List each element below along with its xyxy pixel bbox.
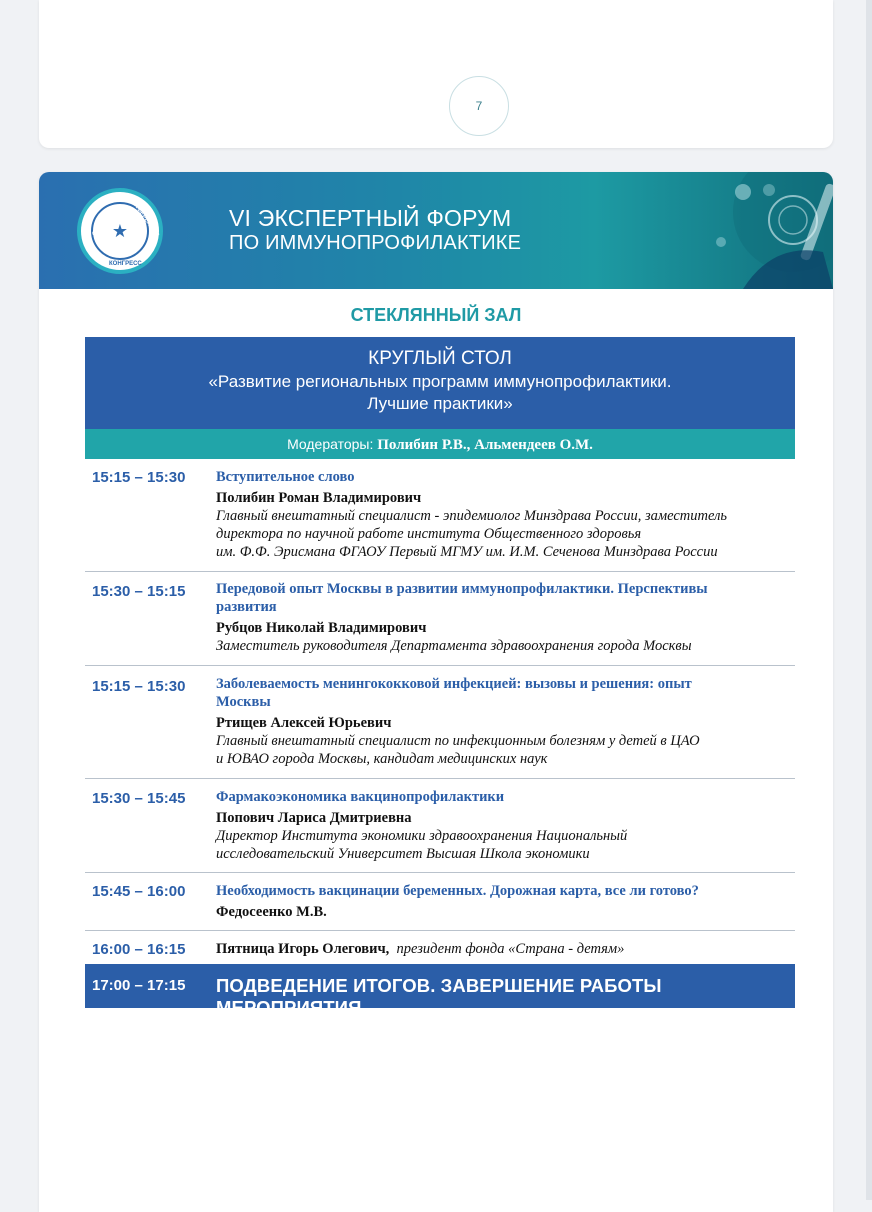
session-item	[85, 940, 795, 960]
session-speaker-line	[216, 940, 786, 958]
session-item	[85, 468, 795, 572]
speaker-description: президент фонда «Страна - детям»	[396, 941, 625, 957]
banner-decoration	[593, 172, 833, 289]
closing-session	[85, 964, 795, 1018]
viewer-edge	[866, 0, 872, 1200]
hall-name: СТЕКЛЯННЫЙ ЗАЛ	[350, 305, 522, 325]
session-topic: Вступительное слово	[216, 469, 355, 485]
session-item	[85, 580, 795, 666]
session-topic: Москвы	[216, 694, 271, 710]
closing-label: ПОДВЕДЕНИЕ ИТОГОВ. ЗАВЕРШЕНИЕ РАБОТЫ МЕРОПРИЯТИЯ	[216, 975, 662, 1018]
session-topic: развития	[216, 599, 277, 615]
page-number: 7	[449, 76, 509, 136]
forum-logo	[77, 188, 163, 274]
session-item	[85, 675, 795, 779]
session-speaker: Ртищев Алексей Юрьевич	[216, 715, 392, 731]
session-item	[85, 788, 795, 873]
round-table-title: КРУГЛЫЙ СТОЛ	[368, 348, 512, 369]
forum-title	[229, 206, 521, 256]
session-time: 16:00 – 16:15	[92, 941, 186, 958]
logo-word-forum: ФОРУМ	[91, 213, 105, 237]
moderators-bar	[85, 429, 795, 459]
speaker-description: директора по научной работе института Общественного здоровья	[216, 526, 642, 542]
session-topic: Необходимость вакцинации беременных. Дорожная карта, все ли готово?	[216, 883, 699, 899]
forum-title-line1: VI ЭКСПЕРТНЫЙ ФОРУМ	[229, 205, 512, 231]
session-time: 15:15 – 15:30	[92, 469, 186, 486]
closing-time: 17:00 – 17:15	[92, 977, 186, 994]
moderators-label: Модераторы:	[287, 436, 374, 452]
session-time: 15:15 – 15:30	[92, 678, 186, 695]
moderators-names: Полибин Р.В., Альмендеев О.М.	[377, 437, 593, 453]
logo-word-conference: КОНФЕРЕНЦИЯ	[127, 195, 160, 239]
speaker-description: Директор Института экономики здравоохранения Национальный	[216, 828, 628, 844]
session-time: 15:30 – 15:15	[92, 583, 186, 600]
session-topic: Фармакоэкономика вакцинопрофилактики	[216, 789, 505, 805]
session-speaker: Пятница Игорь Олегович	[216, 941, 386, 957]
speaker-description: исследовательский Университет Высшая Школа экономики	[216, 846, 590, 862]
session-speaker: Федосеенко М.В.	[216, 904, 327, 920]
speaker-separator: ,	[385, 941, 390, 957]
session-time: 15:30 – 15:45	[92, 790, 186, 807]
session-topic: Заболеваемость менингококковой инфекцией: вызовы и решения: опыт	[216, 676, 692, 692]
logo-word-congress: КОНГРЕСС	[109, 261, 142, 267]
session-topic: Передовой опыт Москвы в развитии иммунопрофилактики. Перспективы	[216, 581, 708, 597]
people-star-icon: ★	[91, 202, 149, 260]
session-speaker: Рубцов Николай Владимирович	[216, 620, 427, 636]
program-page	[39, 172, 833, 1212]
session-item	[85, 882, 795, 931]
session-speaker: Попович Лариса Дмитриевна	[216, 810, 412, 826]
session-speaker: Полибин Роман Владимирович	[216, 490, 422, 506]
speaker-description: Главный внештатный специалист - эпидемиолог Минздрава России, заместитель	[216, 508, 727, 524]
forum-banner	[39, 172, 833, 289]
forum-title-line2: ПО ИММУНОПРОФИЛАКТИКЕ	[229, 232, 522, 254]
previous-page-fragment	[39, 0, 833, 148]
round-table-subtitle-1: «Развитие региональных программ иммунопрофилактики.	[208, 372, 672, 391]
session-time: 15:45 – 16:00	[92, 883, 186, 900]
round-table-subtitle-2: Лучшие практики»	[367, 394, 513, 413]
speaker-description: Заместитель руководителя Департамента здравоохранения города Москвы	[216, 638, 692, 654]
speaker-description: им. Ф.Ф. Эрисмана ФГАОУ Первый МГМУ им. И.М. Сеченова Минздрава России	[216, 544, 718, 560]
speaker-description: и ЮВАО города Москвы, кандидат медицинских наук	[216, 751, 548, 767]
round-table-header	[85, 337, 795, 429]
speaker-description: Главный внештатный специалист по инфекционным болезням у детей в ЦАО	[216, 733, 700, 749]
